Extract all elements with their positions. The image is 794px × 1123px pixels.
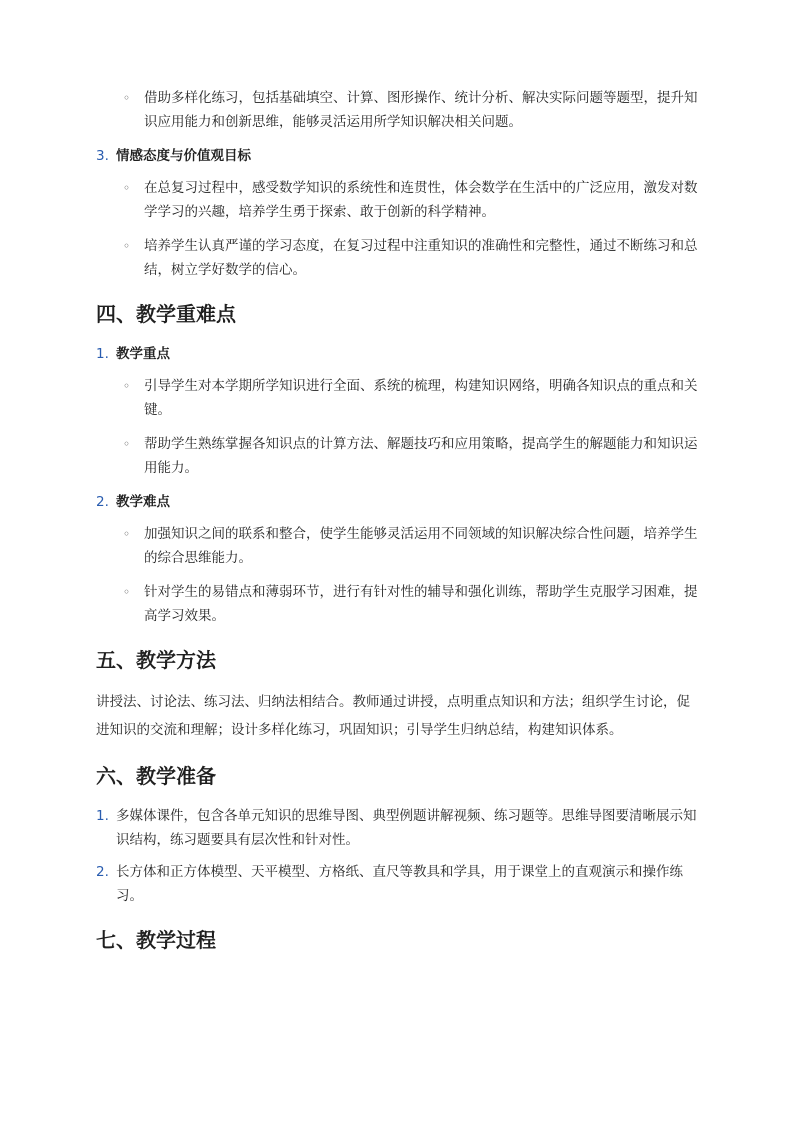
list-item: [96, 234, 698, 282]
section-7-heading: 七、教学过程: [96, 928, 216, 952]
section-4-heading: 四、教学重难点: [96, 302, 236, 326]
bullet-icon: ◦: [123, 379, 131, 393]
bullet-icon: ◦: [123, 585, 131, 599]
list-number: 2.: [96, 864, 109, 880]
key-points-title: 教学重点: [116, 346, 170, 362]
methods-paragraph: 讲授法、讨论法、练习法、归纳法相结合。教师通过讲授，点明重点知识和方法；组织学生讨论，促进知识的交流和理解；设计多样化练习，巩固知识；引导学生归纳总结，构建知识体系。: [96, 694, 690, 738]
list-item: [96, 580, 698, 628]
bullet-icon: ◦: [123, 437, 131, 451]
list-item: [96, 522, 698, 570]
list-number: 2.: [96, 494, 109, 510]
list-item-text: 借助多样化练习，包括基础填空、计算、图形操作、统计分析、解决实际问题等题型，提升知识应用能力和创新思维，能够灵活运用所学知识解决相关问题。: [144, 90, 698, 130]
list-item-text: 多媒体课件，包含各单元知识的思维导图、典型例题讲解视频、练习题等。思维导图要清晰展示知识结构，练习题要具有层次性和针对性。: [116, 808, 697, 848]
list-item-text: 加强知识之间的联系和整合，使学生能够灵活运用不同领域的知识解决综合性问题，培养学生的综合思维能力。: [144, 526, 698, 566]
list-item-text: 帮助学生熟练掌握各知识点的计算方法、解题技巧和应用策略，提高学生的解题能力和知识运用能力。: [144, 436, 698, 476]
key-points-heading: [96, 342, 698, 366]
list-item: [96, 374, 698, 422]
bullet-icon: ◦: [123, 91, 131, 105]
list-item-text: 长方体和正方体模型、天平模型、方格纸、直尺等教具和学具，用于课堂上的直观演示和操作练习。: [116, 864, 683, 904]
section-5-heading: 五、教学方法: [96, 648, 216, 672]
list-number: 3.: [96, 148, 109, 164]
list-item-text: 培养学生认真严谨的学习态度，在复习过程中注重知识的准确性和完整性，通过不断练习和总结，树立学好数学的信心。: [144, 238, 698, 278]
goal-3-title: 情感态度与价值观目标: [116, 148, 251, 164]
difficulties-title: 教学难点: [116, 494, 170, 510]
list-number: 1.: [96, 346, 109, 362]
goal-3-heading: [96, 144, 698, 168]
bullet-icon: ◦: [123, 527, 131, 541]
list-item-text: 在总复习过程中，感受数学知识的系统性和连贯性，体会数学在生活中的广泛应用，激发对数学学习的兴趣，培养学生勇于探索、敢于创新的科学精神。: [144, 180, 698, 220]
list-item: [96, 86, 698, 134]
list-item-text: 针对学生的易错点和薄弱环节，进行有针对性的辅导和强化训练，帮助学生克服学习困难，提高学习效果。: [144, 584, 698, 624]
list-item: [96, 804, 698, 852]
list-number: 1.: [96, 808, 109, 824]
list-item: [96, 176, 698, 224]
list-item: [96, 860, 698, 908]
bullet-icon: ◦: [123, 181, 131, 195]
bullet-icon: ◦: [123, 239, 131, 253]
list-item: [96, 432, 698, 480]
difficulties-heading: [96, 490, 698, 514]
list-item-text: 引导学生对本学期所学知识进行全面、系统的梳理，构建知识网络，明确各知识点的重点和关键。: [144, 378, 698, 418]
section-6-heading: 六、教学准备: [96, 764, 216, 788]
